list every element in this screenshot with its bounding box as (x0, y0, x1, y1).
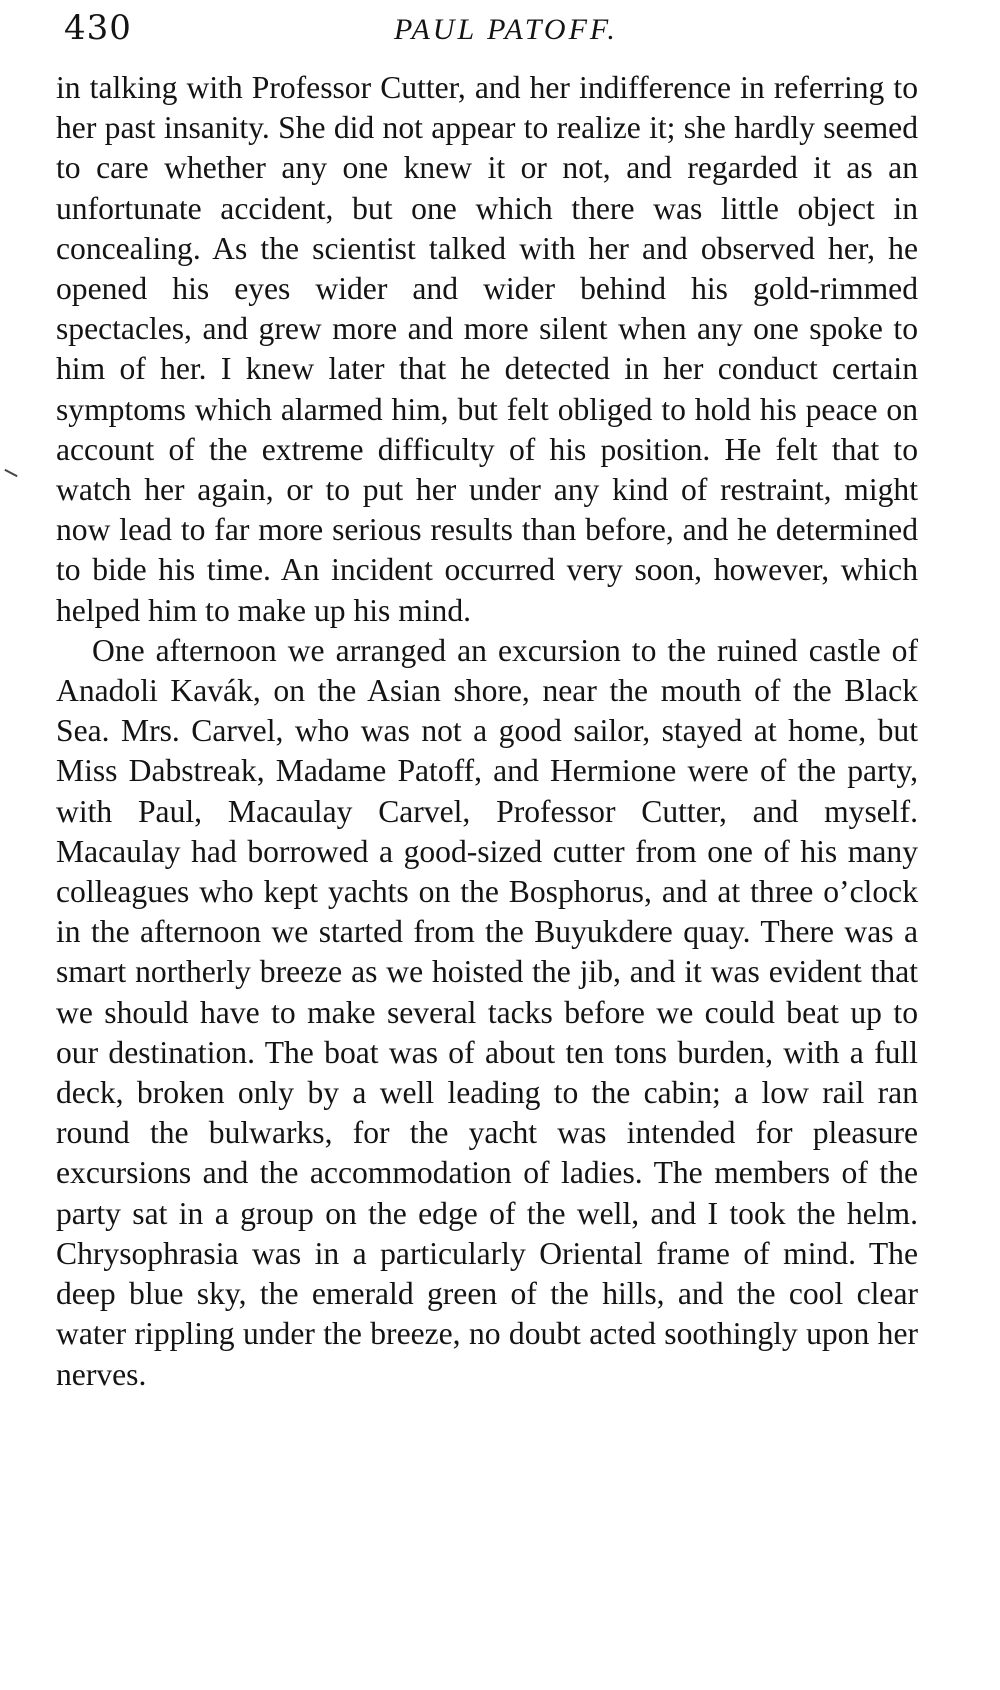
running-head (64, 4, 924, 52)
running-title: PAUL PATOFF. (394, 13, 618, 46)
body-text (56, 68, 918, 1395)
page-number: 430 (64, 8, 132, 48)
paragraph-continued: in talking with Professor Cutter, and her indifference in referring to her past insanity. She did not appear to realize it; she hardly seemed to care whether any one knew it or not, and regarded it as an unfortunate accident, but one which there was little object in concealing. As the scientist talked with her and observed her, he opened his eyes wider and wider behind his gold-rimmed spectacles, and grew more and more silent when any one spoke to him of her. I knew later that he detected in her conduct certain symptoms which alarmed him, but felt obliged to hold his peace on account of the extreme difficulty of his position. He felt that to watch her again, or to put her under any kind of restraint, might now lead to far more serious results than before, and he determined to bide his time. An incident occurred very soon, however, which helped him to make up his mind. (56, 70, 918, 628)
margin-mark (4, 469, 17, 477)
paragraph-excursion: One afternoon we arranged an excursion to the ruined castle of Anadoli Kavák, on the Asian shore, near the mouth of the Black Sea. Mrs. Carvel, who was not a good sailor, stayed at home, but Miss Dabstreak, Madame Patoff, and Hermione were of the party, with Paul, Macaulay Carvel, Professor Cutter, and myself. Macaulay had borrowed a good-sized cutter from one of his many colleagues who kept yachts on the Bosphorus, and at three o’clock in the afternoon we started from the Buyukdere quay. There was a smart northerly breeze as we hoisted the jib, and it was evident that we should have to make several tacks before we could beat up to our destination. The boat was of about ten tons burden, with a full deck, broken only by a well leading to the cabin; a low rail ran round the bulwarks, for the yacht was intended for pleasure excursions and the accommodation of ladies. The members of the party sat in a group on the edge of the well, and I took the helm. Chrysophrasia was in a particularly Oriental frame of mind. The deep blue sky, the emerald green of the hills, and the cool clear water rippling under the breeze, no doubt acted soothingly upon her nerves. (56, 632, 918, 1392)
